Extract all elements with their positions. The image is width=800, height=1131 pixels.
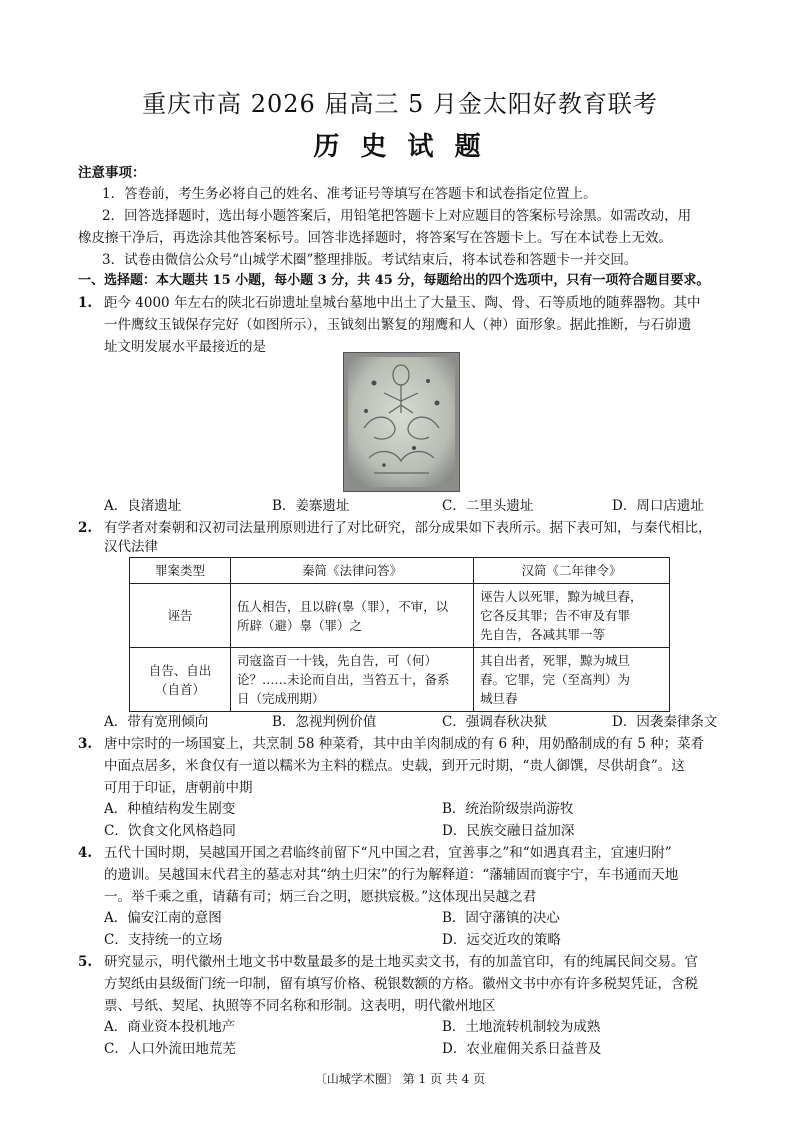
question-number: 3. bbox=[78, 736, 93, 752]
table-header-row bbox=[130, 558, 670, 584]
question-text: 唐中宗时的一场国宴上，共烹制 58 种菜肴，其中由羊肉制成的有 6 种，用奶酪制成的有 5 种；菜肴 bbox=[104, 736, 705, 752]
exam-title: 重庆市高 2026 届高三 5 月金太阳好教育联考 bbox=[142, 90, 658, 118]
section-heading: 一、选择题：本大题共 15 小题，每小题 3 分，共 45 分，每题给出的四个选项中，只有一项符合题目要求。 bbox=[78, 273, 710, 288]
option-a[interactable]: A．种植结构发生剧变 bbox=[104, 801, 236, 817]
cell-line: 所辟（避）辠（罪）之 bbox=[237, 617, 363, 633]
cell-line: 司寇盗百一十钱，先自告，可（何） bbox=[237, 653, 438, 668]
question-text: 有学者对秦朝和汉初司法量刑原则进行了对比研究，部分成果如下表所示。据下表可知，与秦代相比， bbox=[104, 520, 712, 536]
table-cell-han bbox=[474, 584, 670, 648]
jade-yue-icon bbox=[344, 353, 459, 491]
option-a[interactable]: A．偏安江南的意图 bbox=[104, 910, 222, 926]
cell-line: 诬告人以死罪，黥为城旦舂， bbox=[480, 589, 643, 604]
cell-line: 日（完成刑期） bbox=[237, 691, 325, 706]
cell-line: 城旦舂 bbox=[480, 691, 518, 706]
question-number: 1. bbox=[78, 295, 93, 311]
question-text: 研究显示，明代徽州土地文书中数量最多的是土地买卖文书，有的加盖官印，有的纯属民间交易。官 bbox=[104, 954, 698, 970]
note-line: 1．答卷前，考生务必将自己的姓名、准考证号等填写在答题卡和试卷指定位置上。 bbox=[102, 186, 597, 202]
table-header-cell: 秦简《法律问答》 bbox=[231, 558, 474, 584]
subject-title: 历 史 试 题 bbox=[313, 132, 487, 162]
question-number: 4. bbox=[78, 845, 93, 861]
option-a[interactable]: A．带有宽刑倾向 bbox=[104, 714, 209, 730]
question-text: 址文明发展水平最接近的是 bbox=[104, 339, 266, 355]
option-b[interactable]: B．统治阶级崇尚游牧 bbox=[442, 801, 574, 817]
page-footer: 〔山城学术圈〕 第 1 页 共 4 页 bbox=[314, 1072, 486, 1086]
question-text: 一。举千乘之重，请藉有司；炳三台之明，愿拱宸极。”这体现出吴越之君 bbox=[104, 889, 537, 905]
question-number: 5. bbox=[78, 954, 93, 970]
question-text: 中面点居多，米食仅有一道以糯米为主料的糕点。史载，到开元时期，“贵人御馔，尽供胡食”。这 bbox=[104, 758, 685, 774]
option-d[interactable]: D．农业雇佣关系日益普及 bbox=[442, 1041, 602, 1057]
option-d[interactable]: D．因袭秦律条文 bbox=[612, 714, 718, 730]
table-cell-han bbox=[474, 648, 670, 712]
option-d[interactable]: D．远交近攻的策略 bbox=[442, 932, 561, 948]
table-cell-type: 诬告 bbox=[130, 584, 231, 648]
option-a[interactable]: A．良渚遗址 bbox=[104, 498, 182, 514]
option-d[interactable]: D．民族交融日益加深 bbox=[442, 823, 575, 839]
cell-line: 它各反其罪；告不审及有罪 bbox=[480, 608, 631, 623]
notes-heading: 注意事项： bbox=[78, 165, 146, 181]
table-header-cell: 罪案类型 bbox=[130, 558, 231, 584]
option-c[interactable]: C．二里头遗址 bbox=[442, 498, 534, 514]
note-line: 橡皮擦干净后，再选涂其他答案标号。回答非选择题时，将答案写在答题卡上。写在本试卷上无效。 bbox=[78, 230, 672, 246]
cell-line: （自首） bbox=[154, 681, 205, 697]
cell-line: 舂。它罪，完（至高判）为 bbox=[480, 672, 631, 687]
table-header-cell: 汉简《二年律令》 bbox=[474, 558, 670, 584]
question-text: 方契纸由县级衙门统一印制，留有填写价格、税银数额的方格。徽州文书中亦有许多税契凭证，含税 bbox=[104, 976, 698, 992]
table-cell-type bbox=[130, 648, 231, 712]
question-number: 2. bbox=[78, 520, 93, 536]
cell-line: 先自告，各减其罪一等 bbox=[480, 627, 606, 642]
question-text: 一件鹰纹玉钺保存完好（如图所示），玉钺刻出繁复的翔鹰和人（神）面形象。据此推断，与石峁遗 bbox=[104, 317, 692, 333]
question-text: 汉代法律 bbox=[104, 539, 158, 555]
cell-line: 伍人相告，且以辟(辠（罪），不审，以 bbox=[237, 598, 449, 614]
option-c[interactable]: C．支持统一的立场 bbox=[104, 932, 223, 948]
option-d[interactable]: D．周口店遗址 bbox=[612, 498, 704, 514]
table-cell-qin bbox=[231, 584, 474, 648]
question-text: 距今 4000 年左右的陕北石峁遗址皇城台墓地中出土了大量玉、陶、骨、石等质地的随葬器物。其中 bbox=[104, 295, 701, 311]
table-cell-qin bbox=[231, 648, 474, 712]
option-c[interactable]: C．人口外流田地荒芜 bbox=[104, 1041, 236, 1057]
law-comparison-table bbox=[129, 557, 670, 712]
question-text: 票、号纸、契尾、执照等不同名称和形制。这表明，明代徽州地区 bbox=[104, 998, 496, 1014]
option-b[interactable]: B．姜寨遗址 bbox=[272, 498, 350, 514]
option-b[interactable]: B．忽视判例价值 bbox=[272, 714, 377, 730]
option-c[interactable]: C．饮食文化风格趋同 bbox=[104, 823, 236, 839]
option-b[interactable]: B．土地流转机制较为成熟 bbox=[442, 1019, 601, 1035]
option-b[interactable]: B．固守藩镇的决心 bbox=[442, 910, 560, 926]
note-line: 3．试卷由微信公众号“山城学术圈”整理排版。考试结束后，将本试卷和答题卡一并交回。 bbox=[102, 252, 638, 268]
option-a[interactable]: A．商业资本投机地产 bbox=[104, 1019, 236, 1035]
option-c[interactable]: C．强调春秋决狱 bbox=[442, 714, 547, 730]
question-text: 的遗训。吴越国末代君主的墓志对其“纳土归宋”的行为解释道：“藩辅固而寰宇宁，车书通而天地 bbox=[104, 867, 679, 883]
note-line: 2．回答选择题时，选出每小题答案后，用铅笔把答题卡上对应题目的答案标号涂黑。如需改动，用 bbox=[102, 208, 692, 224]
cell-line: 自告、自出 bbox=[148, 662, 212, 678]
jade-yue-photo bbox=[343, 352, 460, 492]
question-text: 可用于印证，唐朝前中期 bbox=[104, 780, 253, 796]
question-text: 五代十国时期，吴越国开国之君临终前留下“凡中国之君，宜善事之”和“如遇真君主，宜速归附” bbox=[104, 845, 672, 861]
cell-line: 论？……未论而自出，当笞五十，备系 bbox=[237, 672, 450, 687]
table-row bbox=[130, 584, 670, 648]
cell-line: 其自出者，死罪，黥为城旦 bbox=[480, 653, 631, 668]
table-row bbox=[130, 648, 670, 712]
